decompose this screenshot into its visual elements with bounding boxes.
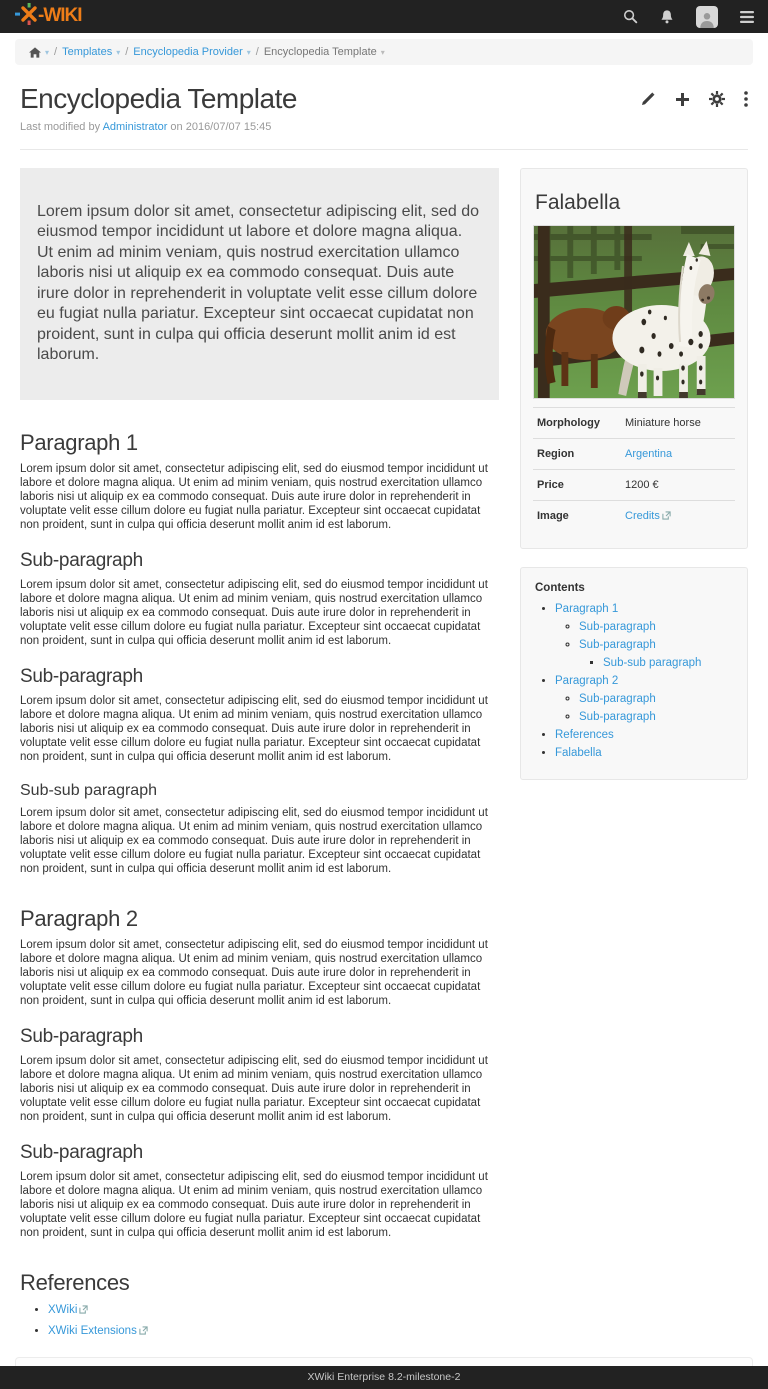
- section-heading-sub-paragraph: Sub-paragraph: [20, 1142, 143, 1164]
- list-item: [603, 656, 735, 671]
- document-content: [20, 168, 499, 1343]
- infobox-table: [533, 407, 735, 532]
- section-heading-paragraph-2: Paragraph 2: [20, 906, 138, 932]
- breadcrumb-item-encyclopedia-template[interactable]: / Encyclopedia Template ▾: [255, 46, 385, 58]
- infobox-title: Falabella: [535, 191, 621, 214]
- row-value: Miniature horse: [625, 417, 701, 429]
- section-paragraph: Lorem ipsum dolor sit amet, consectetur adipiscing elit, sed do eiusmod tempor incididunt ut labore et dolore magna aliqua. Ut enim ad minim veniam, quis nostrud exercitation ullamco laboris nisi ut aliquip ex ea commodo consequat. Duis aute irure dolor in reprehenderit in voluptate velit esse cillum dolore eu fugiat nulla pariatur. Excepteur sint occaecat cupidatat non proident, sunt in culpa qui officia deserunt mollit anim id est laborum.: [20, 462, 488, 531]
- version-label: XWiki Enterprise 8.2-milestone-2: [307, 1371, 461, 1384]
- add-plus-icon[interactable]: [675, 92, 690, 107]
- edit-pencil-icon[interactable]: [640, 91, 656, 107]
- row-label: Morphology: [537, 417, 600, 429]
- last-modified-line: Last modified by Administrator on 2016/07/07 15:45: [20, 121, 272, 133]
- section-paragraph: Lorem ipsum dolor sit amet, consectetur adipiscing elit, sed do eiusmod tempor incididunt ut labore et dolore magna aliqua. Ut enim ad minim veniam, quis nostrud exercitation ullamco laboris nisi ut aliquip ex ea commodo consequat. Duis aute irure dolor in reprehenderit in voluptate velit esse cillum dolore eu fugiat nulla pariatur. Excepteur sint occaecat cupidatat non proident, sunt in culpa qui officia deserunt mollit anim id est laborum.: [20, 1055, 488, 1124]
- table-row: [533, 407, 735, 438]
- row-label: Price: [537, 479, 564, 491]
- svg-text:-WIKI: -WIKI: [38, 5, 82, 26]
- references-list: [48, 1302, 499, 1341]
- falabella-photo: [533, 225, 735, 399]
- search-icon[interactable]: [623, 9, 638, 24]
- settings-gear-icon[interactable]: [709, 91, 725, 107]
- breadcrumb-home[interactable]: [29, 47, 49, 58]
- drawer-menu-icon[interactable]: [740, 11, 754, 23]
- right-sidebar: [520, 168, 748, 798]
- row-label: Region: [537, 448, 575, 460]
- section-heading-references: References: [20, 1270, 130, 1296]
- table-row: [533, 500, 735, 532]
- section-heading-sub-paragraph: Sub-paragraph: [20, 549, 143, 571]
- top-navbar: [0, 0, 768, 33]
- section-heading-sub-sub-paragraph: Sub-sub paragraph: [20, 781, 157, 799]
- chevron-down-icon: ▾: [45, 47, 50, 57]
- toc-link-sub-sub-paragraph[interactable]: Sub-sub paragraph: [603, 656, 702, 669]
- row-label: Image: [537, 510, 569, 522]
- external-link-icon: [662, 511, 671, 523]
- table-row: [533, 469, 735, 500]
- xwiki-logo-icon: [14, 2, 110, 26]
- list-item: [579, 638, 735, 671]
- list-item: [579, 620, 735, 635]
- list-item: [579, 692, 735, 707]
- section-heading-sub-paragraph: Sub-paragraph: [20, 665, 143, 687]
- toc-link-falabella[interactable]: Falabella: [555, 746, 602, 759]
- row-value: 1200 €: [625, 479, 659, 491]
- chevron-down-icon: ▾: [116, 47, 121, 57]
- reference-link-xwiki[interactable]: XWiki: [48, 1304, 78, 1317]
- section-heading-sub-paragraph: Sub-paragraph: [20, 1026, 143, 1048]
- breadcrumb-item-templates[interactable]: / Templates ▾: [54, 46, 121, 58]
- table-of-contents: [555, 602, 735, 760]
- notifications-bell-icon[interactable]: [660, 9, 674, 24]
- xwiki-logo[interactable]: [14, 2, 110, 31]
- toc-link-sub-paragraph[interactable]: Sub-paragraph: [579, 692, 656, 705]
- breadcrumb-link[interactable]: Templates: [62, 46, 113, 58]
- lead-summary-box: Lorem ipsum dolor sit amet, consectetur adipiscing elit, sed do eiusmod tempor incididunt ut labore et dolore magna aliqua. Ut enim ad minim veniam, quis nostrud exercitation ullamco laboris nisi ut aliquip ex ea commodo consequat. Duis aute irure dolor in reprehenderit in voluptate velit esse cillum dolore eu fugiat nulla pariatur. Excepteur sint occaecat cupidatat non proident, sunt in culpa qui officia deserunt mollit anim id est laborum.: [20, 168, 499, 400]
- section-paragraph: Lorem ipsum dolor sit amet, consectetur adipiscing elit, sed do eiusmod tempor incididunt ut labore et dolore magna aliqua. Ut enim ad minim veniam, quis nostrud exercitation ullamco laboris nisi ut aliquip ex ea commodo consequat. Duis aute irure dolor in reprehenderit in voluptate velit esse cillum dolore eu fugiat nulla pariatur. Excepteur sint occaecat cupidatat non proident, sunt in culpa qui officia deserunt mollit anim id est laborum.: [20, 1171, 488, 1240]
- page-title: Encyclopedia Template: [20, 83, 297, 114]
- section-paragraph: Lorem ipsum dolor sit amet, consectetur adipiscing elit, sed do eiusmod tempor incididunt ut labore et dolore magna aliqua. Ut enim ad minim veniam, quis nostrud exercitation ullamco laboris nisi ut aliquip ex ea commodo consequat. Duis aute irure dolor in reprehenderit in voluptate velit esse cillum dolore eu fugiat nulla pariatur. Excepteur sint occaecat cupidatat non proident, sunt in culpa qui officia deserunt mollit anim id est laborum.: [20, 694, 488, 763]
- toc-link-paragraph-1[interactable]: Paragraph 1: [555, 603, 619, 615]
- section-paragraph: Lorem ipsum dolor sit amet, consectetur adipiscing elit, sed do eiusmod tempor incididunt ut labore et dolore magna aliqua. Ut enim ad minim veniam, quis nostrud exercitation ullamco laboris nisi ut aliquip ex ea commodo consequat. Duis aute irure dolor in reprehenderit in voluptate velit esse cillum dolore eu fugiat nulla pariatur. Excepteur sint occaecat cupidatat non proident, sunt in culpa qui officia deserunt mollit anim id est laborum.: [20, 578, 488, 647]
- credits-link[interactable]: Credits: [625, 510, 660, 522]
- user-avatar[interactable]: [696, 6, 718, 28]
- home-icon: [29, 47, 41, 58]
- header-divider: [20, 149, 748, 150]
- list-item: [555, 746, 735, 761]
- section-heading-paragraph-1: Paragraph 1: [20, 429, 138, 455]
- list-item: [555, 602, 735, 671]
- chevron-down-icon: ▾: [246, 47, 251, 57]
- toc-link-sub-paragraph[interactable]: Sub-paragraph: [579, 638, 656, 651]
- toc-link-sub-paragraph[interactable]: Sub-paragraph: [579, 710, 656, 723]
- toc-link-paragraph-2[interactable]: Paragraph 2: [555, 674, 619, 687]
- section-paragraph: Lorem ipsum dolor sit amet, consectetur adipiscing elit, sed do eiusmod tempor incididunt ut labore et dolore magna aliqua. Ut enim ad minim veniam, quis nostrud exercitation ullamco laboris nisi ut aliquip ex ea commodo consequat. Duis aute irure dolor in reprehenderit in voluptate velit esse cillum dolore eu fugiat nulla pariatur. Excepteur sint occaecat cupidatat non proident, sunt in culpa qui officia deserunt mollit anim id est laborum.: [20, 939, 488, 1008]
- region-link[interactable]: Argentina: [625, 448, 673, 460]
- table-row: [533, 438, 735, 469]
- list-item: [555, 728, 735, 743]
- more-kebab-icon[interactable]: [744, 91, 748, 107]
- list-item: [555, 674, 735, 725]
- breadcrumb-link[interactable]: Encyclopedia Provider: [133, 46, 243, 58]
- toc-link-sub-paragraph[interactable]: Sub-paragraph: [579, 620, 656, 633]
- list-item: [48, 1323, 499, 1341]
- external-link-icon: [139, 1324, 148, 1341]
- contents-heading: Contents: [535, 582, 585, 594]
- list-item: [48, 1302, 499, 1320]
- page-footer: [0, 1366, 768, 1389]
- toc-link-references[interactable]: References: [555, 728, 614, 741]
- section-paragraph: Lorem ipsum dolor sit amet, consectetur adipiscing elit, sed do eiusmod tempor incididunt ut labore et dolore magna aliqua. Ut enim ad minim veniam, quis nostrud exercitation ullamco laboris nisi ut aliquip ex ea commodo consequat. Duis aute irure dolor in reprehenderit in voluptate velit esse cillum dolore eu fugiat nulla pariatur. Excepteur sint occaecat cupidatat non proident, sunt in culpa qui officia deserunt mollit anim id est laborum.: [20, 806, 488, 876]
- modified-by-user-link[interactable]: Administrator: [102, 121, 168, 133]
- external-link-icon: [79, 1303, 88, 1320]
- breadcrumb-item-encyclopedia-provider[interactable]: / Encyclopedia Provider ▾: [125, 46, 251, 58]
- list-item: [579, 710, 735, 725]
- breadcrumb: [15, 39, 753, 65]
- breadcrumb-current: Encyclopedia Template: [263, 46, 377, 58]
- chevron-down-icon: ▾: [380, 47, 385, 57]
- falabella-infobox-panel: [520, 168, 748, 549]
- contents-panel: [520, 567, 748, 780]
- reference-link-xwiki-extensions[interactable]: XWiki Extensions: [48, 1324, 137, 1337]
